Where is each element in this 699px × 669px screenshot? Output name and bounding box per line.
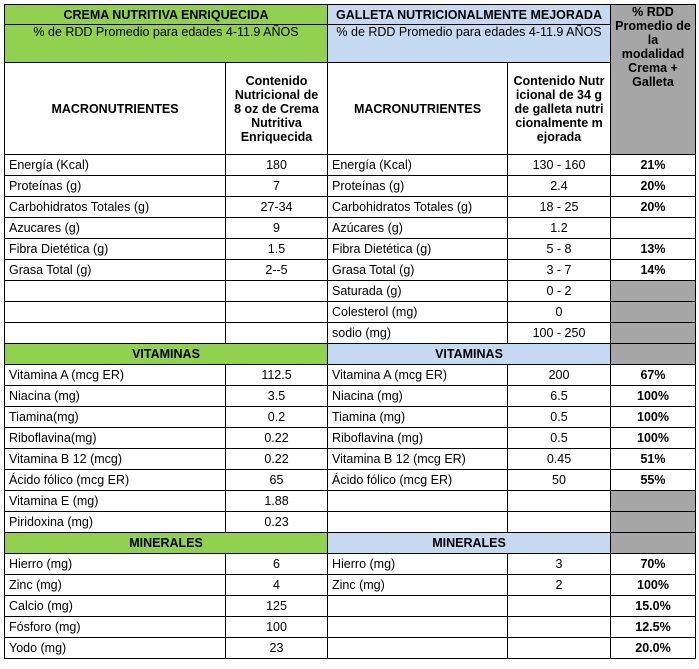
galleta-nutrient-value: 130 - 160 [508,155,611,176]
galleta-nutrient-name: Ácido fólico (mcg ER) [328,470,508,491]
rdd-minerales-header [611,533,696,554]
galleta-content-header: Contenido Nutricional de 34 g de galleta nutricionalmente mejorada [508,63,611,155]
table-row [5,491,696,512]
table-row [5,596,696,617]
galleta-section-title: GALLETA NUTRICIONALMENTE MEJORADA [328,5,611,25]
crema-nutrient-value [226,281,328,302]
galleta-nutrient-value: 0.45 [508,449,611,470]
galleta-nutrient-name: Colesterol (mg) [328,302,508,323]
crema-nutrient-value: 0.2 [226,407,328,428]
crema-nutrient-value: 7 [226,176,328,197]
galleta-nutrient-value: 5 - 8 [508,239,611,260]
crema-nutrient-value: 9 [226,218,328,239]
crema-nutrient-value: 6 [226,554,328,575]
galleta-nutrient-value: 0 [508,302,611,323]
crema-rdd-subtitle: % de RDD Promedio para edades 4-11.9 AÑOS [5,25,328,63]
galleta-nutrient-value: 3 - 7 [508,260,611,281]
crema-nutrient-name: Piridoxina (mg) [5,512,226,533]
table-row [5,575,696,596]
rdd-percent [611,491,696,512]
crema-nutrient-value: 100 [226,617,328,638]
galleta-macro-header: MACRONUTRIENTES [328,63,508,155]
galleta-nutrient-name: Vitamina B 12 (mcg ER) [328,449,508,470]
table-row [5,155,696,176]
crema-nutrient-value: 125 [226,596,328,617]
crema-nutrient-value: 0.22 [226,428,328,449]
crema-nutrient-name: Vitamina B 12 (mcg) [5,449,226,470]
galleta-nutrient-value: 2.4 [508,176,611,197]
crema-nutrient-name: Hierro (mg) [5,554,226,575]
table-row [5,218,696,239]
table-row [5,512,696,533]
table-row [5,449,696,470]
galleta-rdd-subtitle: % de RDD Promedio para edades 4-11.9 AÑOS [328,25,611,63]
crema-nutrient-value: 27-34 [226,197,328,218]
crema-nutrient-name: Zinc (mg) [5,575,226,596]
galleta-nutrient-value [508,491,611,512]
table-row [5,470,696,491]
galleta-nutrient-name: Tiamina (mg) [328,407,508,428]
rdd-percent: 12.5% [611,617,696,638]
crema-macro-header: MACRONUTRIENTES [5,63,226,155]
rdd-percent [611,302,696,323]
rdd-vitaminas-header [611,344,696,365]
rdd-percent: 100% [611,428,696,449]
nutrition-table [4,4,696,659]
crema-nutrient-name: Riboflavina(mg) [5,428,226,449]
crema-nutrient-value [226,302,328,323]
table-row [5,302,696,323]
rdd-percent: 51% [611,449,696,470]
crema-nutrient-name: Azucares (g) [5,218,226,239]
crema-nutrient-name: Yodo (mg) [5,638,226,659]
rdd-percent: 15.0% [611,596,696,617]
galleta-nutrient-name: Hierro (mg) [328,554,508,575]
crema-nutrient-name: Fósforo (mg) [5,617,226,638]
rdd-percent: 100% [611,575,696,596]
rdd-percent: 20% [611,197,696,218]
galleta-nutrient-value: 0.5 [508,428,611,449]
galleta-nutrient-name: Fibra Dietética (g) [328,239,508,260]
galleta-nutrient-name [328,617,508,638]
table-row [5,386,696,407]
rdd-percent: 21% [611,155,696,176]
galleta-nutrient-value: 18 - 25 [508,197,611,218]
galleta-nutrient-value: 100 - 250 [508,323,611,344]
galleta-nutrient-name: Energía (Kcal) [328,155,508,176]
table-row [5,638,696,659]
crema-nutrient-value: 3.5 [226,386,328,407]
galleta-nutrient-name [328,512,508,533]
galleta-nutrient-value: 1.2 [508,218,611,239]
rdd-percent [611,323,696,344]
crema-nutrient-value: 1.5 [226,239,328,260]
crema-nutrient-name: Energía (Kcal) [5,155,226,176]
crema-vitaminas-header: VITAMINAS [5,344,328,365]
rdd-percent [611,512,696,533]
crema-nutrient-name: Fibra Dietética (g) [5,239,226,260]
table-row [5,323,696,344]
crema-nutrient-name: Calcio (mg) [5,596,226,617]
galleta-nutrient-name [328,638,508,659]
rdd-percent: 14% [611,260,696,281]
crema-nutrient-value: 180 [226,155,328,176]
table-row [5,554,696,575]
galleta-nutrient-value: 200 [508,365,611,386]
table-row [5,365,696,386]
rdd-percent: 20.0% [611,638,696,659]
rdd-percent [611,218,696,239]
crema-nutrient-value: 4 [226,575,328,596]
galleta-nutrient-name: Azúcares (g) [328,218,508,239]
crema-nutrient-name [5,281,226,302]
galleta-nutrient-name: sodio (mg) [328,323,508,344]
crema-nutrient-name [5,323,226,344]
rdd-percent: 13% [611,239,696,260]
crema-nutrient-value: 65 [226,470,328,491]
galleta-nutrient-name: Vitamina A (mcg ER) [328,365,508,386]
galleta-nutrient-value: 0 - 2 [508,281,611,302]
crema-nutrient-name: Niacina (mg) [5,386,226,407]
crema-nutrient-value: 1.88 [226,491,328,512]
galleta-nutrient-value: 6.5 [508,386,611,407]
crema-nutrient-name: Ácido fólico (mcg ER) [5,470,226,491]
galleta-nutrient-value [508,596,611,617]
crema-nutrient-name: Tiamina(mg) [5,407,226,428]
galleta-nutrient-value [508,638,611,659]
crema-nutrient-name: Proteínas (g) [5,176,226,197]
galleta-nutrient-name: Niacina (mg) [328,386,508,407]
rdd-percent: 67% [611,365,696,386]
crema-nutrient-name: Grasa Total (g) [5,260,226,281]
galleta-nutrient-name: Proteínas (g) [328,176,508,197]
table-row [5,239,696,260]
table-row [5,260,696,281]
minerales-header-row [5,533,696,554]
crema-section-title: CREMA NUTRITIVA ENRIQUECIDA [5,5,328,25]
galleta-nutrient-value: 2 [508,575,611,596]
galleta-nutrient-name: Riboflavina (mg) [328,428,508,449]
galleta-nutrient-value: 0.5 [508,407,611,428]
crema-nutrient-value: 112.5 [226,365,328,386]
rdd-percent [611,281,696,302]
crema-content-header: Contenido Nutricional de 8 oz de Crema Nutritiva Enriquecida [226,63,328,155]
table-row [5,176,696,197]
galleta-nutrient-value [508,512,611,533]
galleta-nutrient-value [508,617,611,638]
crema-nutrient-value: 23 [226,638,328,659]
crema-nutrient-value: 2--5 [226,260,328,281]
table-row [5,617,696,638]
crema-nutrient-name: Vitamina E (mg) [5,491,226,512]
crema-nutrient-value [226,323,328,344]
rdd-percent: 70% [611,554,696,575]
galleta-vitaminas-header: VITAMINAS [328,344,611,365]
rdd-percent: 100% [611,407,696,428]
crema-nutrient-name [5,302,226,323]
rdd-column-title: % RDD Promedio de la modalidad Crema + Galleta [611,5,696,155]
rdd-percent: 20% [611,176,696,197]
galleta-nutrient-name: Carbohidratos Totales (g) [328,197,508,218]
galleta-nutrient-name: Zinc (mg) [328,575,508,596]
crema-nutrient-name: Vitamina A (mcg ER) [5,365,226,386]
galleta-minerales-header: MINERALES [328,533,611,554]
rdd-percent: 55% [611,470,696,491]
table-row [5,428,696,449]
crema-minerales-header: MINERALES [5,533,328,554]
table-row [5,407,696,428]
vitaminas-header-row [5,344,696,365]
crema-nutrient-name: Carbohidratos Totales (g) [5,197,226,218]
crema-nutrient-value: 0.22 [226,449,328,470]
galleta-nutrient-name: Grasa Total (g) [328,260,508,281]
table-row [5,281,696,302]
table-row [5,197,696,218]
galleta-nutrient-name: Saturada (g) [328,281,508,302]
galleta-nutrient-name [328,596,508,617]
crema-nutrient-value: 0.23 [226,512,328,533]
galleta-nutrient-value: 50 [508,470,611,491]
rdd-percent: 100% [611,386,696,407]
galleta-nutrient-value: 3 [508,554,611,575]
galleta-nutrient-name [328,491,508,512]
